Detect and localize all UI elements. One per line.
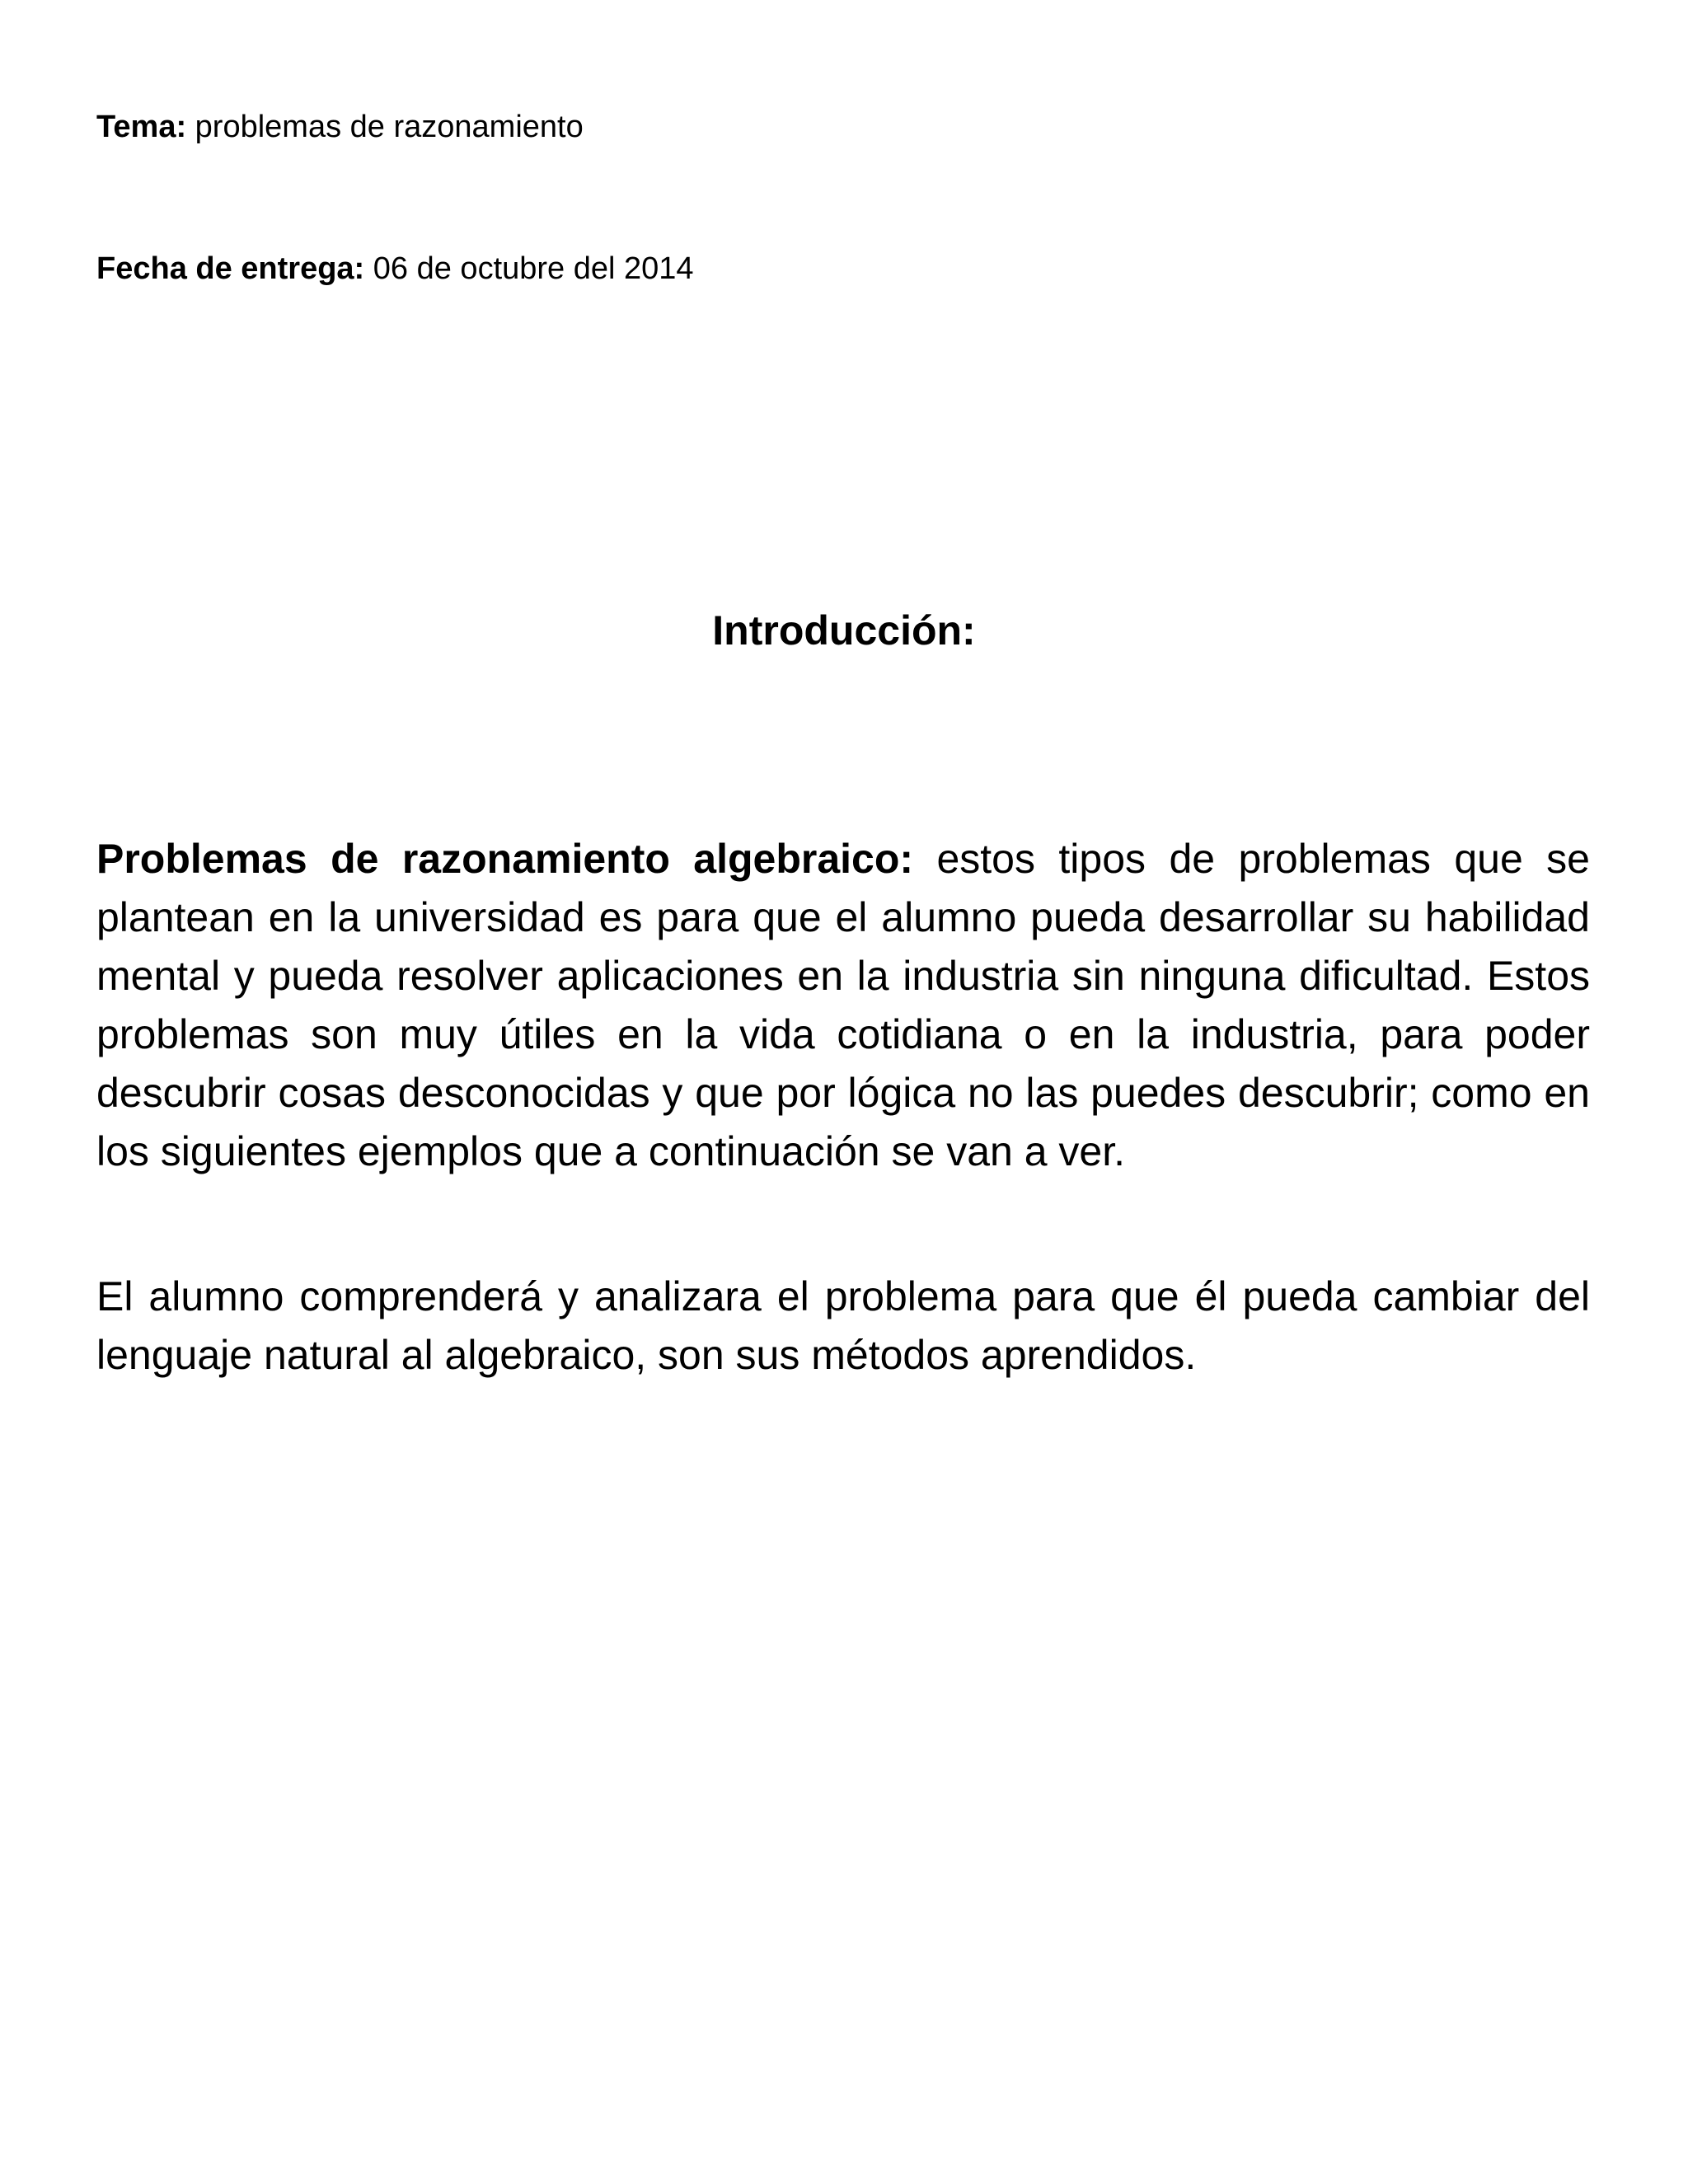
paragraph-1-text: estos tipos de problemas que se plantean en la universidad es para que el alumno pueda desarrollar su habilidad mental y pueda resolver aplicaciones en la industria sin ninguna dificultad. Estos problemas son muy útiles en la vida cotidiana o en la industria, para poder descubrir cosas desconocidas y que por lógica no las puedes descubrir; como en los siguientes ejemplos que a continuación se van a ver.: [96, 836, 1590, 1174]
fecha-line: [96, 251, 694, 287]
tema-line: [96, 109, 584, 145]
tema-label: Tema:: [96, 110, 187, 144]
tema-value: problemas de razonamiento: [195, 110, 584, 144]
fecha-label: Fecha de entrega:: [96, 251, 365, 286]
introduction-paragraph-2: [96, 1268, 1590, 1385]
introduction-paragraph-1: [96, 830, 1590, 1181]
paragraph-lead: Problemas de razonamiento algebraico:: [96, 836, 914, 882]
fecha-value: 06 de octubre del 2014: [373, 251, 694, 286]
paragraph-2-text: El alumno comprenderá y analizara el problema para que él pueda cambiar del lenguaje natural al algebraico, son sus métodos aprendidos.: [96, 1273, 1590, 1378]
introduction-heading: Introducción:: [712, 607, 976, 654]
